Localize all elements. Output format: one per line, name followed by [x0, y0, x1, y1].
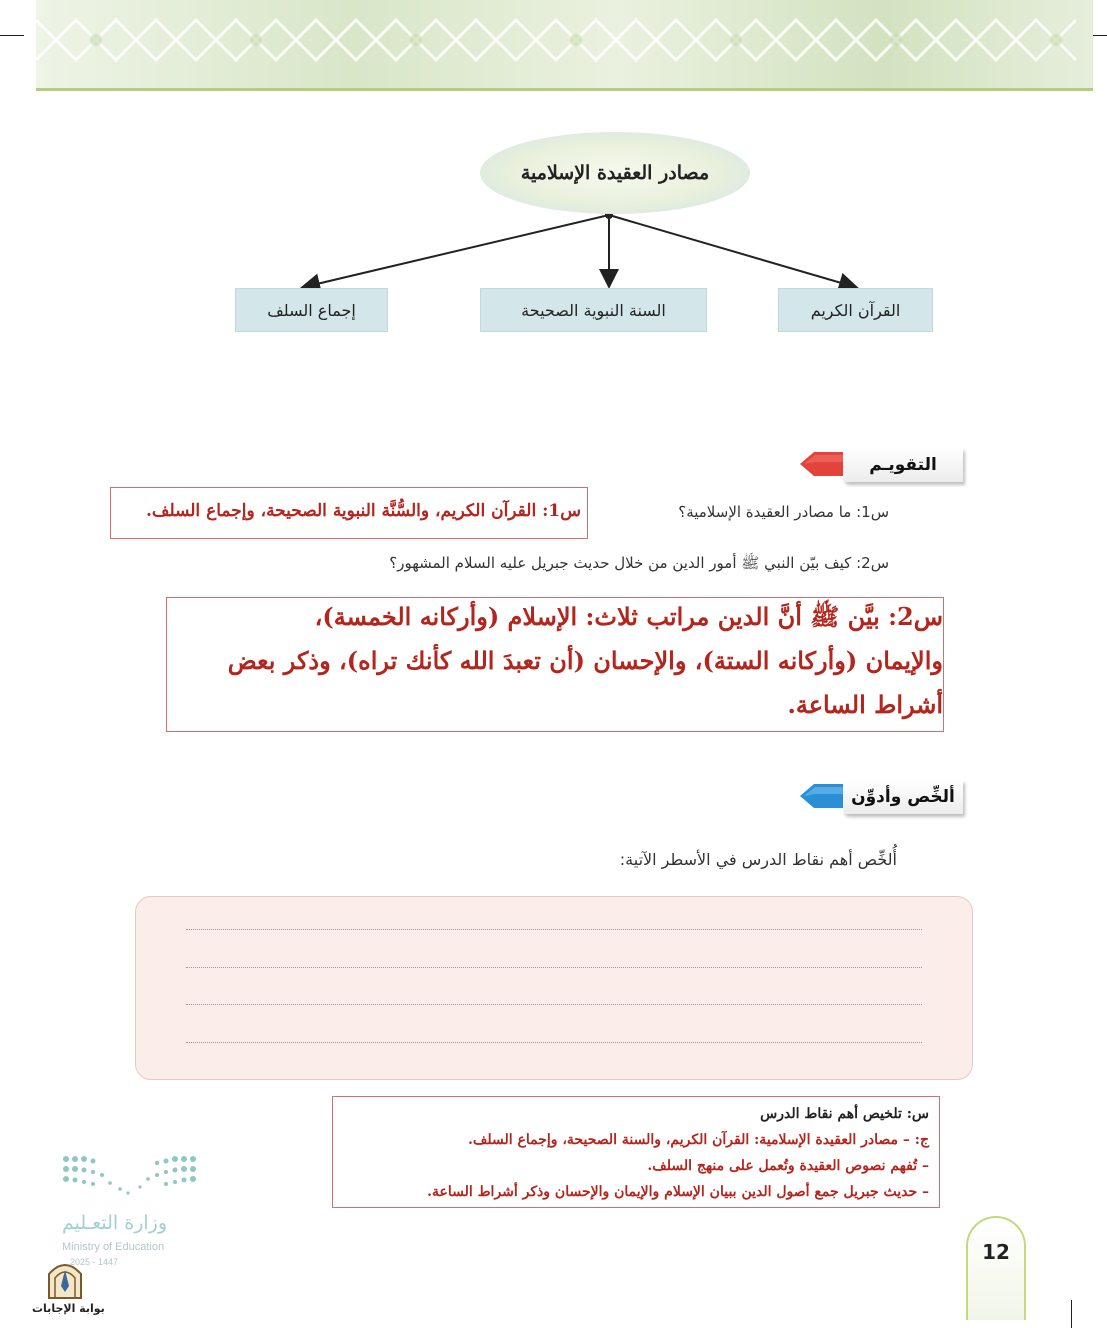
answer-2-line: والإيمان (وأركانه الستة)، والإحسان (أن تعبدَ الله كأنك تراه)، وذكر بعض	[227, 646, 943, 675]
diagram-root: مصادر العقيدة الإسلامية	[480, 132, 750, 214]
notes-line	[186, 929, 922, 930]
site-logo-text: بوابة الإجابات	[32, 1302, 105, 1315]
summarize-tab	[800, 780, 963, 816]
ministry-logo-dots	[62, 1155, 198, 1197]
summarize-tab-label: ألخِّص وأدوِّن	[843, 780, 963, 814]
notes-line	[186, 1042, 922, 1043]
answer-1-text: س1: القرآن الكريم، والسُّنَّة النبوية الصحيحة، وإجماع السلف.	[145, 501, 581, 521]
diagram-node-quran: القرآن الكريم	[778, 288, 933, 332]
crop-mark	[1071, 1300, 1072, 1328]
summary-line: ج: – مصادر العقيدة الإسلامية: القرآن الكريم، والسنة الصحيحة، وإجماع السلف.	[468, 1132, 929, 1148]
diagram-node-ijma: إجماع السلف	[235, 288, 388, 332]
evaluation-tab-label: التقويـم	[843, 448, 963, 482]
question-1: س1: ما مصادر العقيدة الإسلامية؟	[678, 503, 889, 521]
summary-line: – حديث جبريل جمع أصول الدين ببيان الإسلام والإيمان والإحسان وذكر أشراط الساعة.	[427, 1184, 929, 1200]
ministry-name-en: Ministry of Education	[62, 1241, 165, 1253]
page-number: 12	[966, 1216, 1026, 1320]
site-logo-icon	[45, 1256, 85, 1300]
summary-line: – تُفهم نصوص العقيدة وتُعمل على منهج السلف.	[647, 1158, 929, 1174]
notes-line	[186, 1004, 922, 1005]
ministry-name-ar: وزارة التعـليم	[62, 1212, 168, 1234]
notes-line	[186, 967, 922, 968]
evaluation-tab	[800, 448, 963, 484]
answer-1	[110, 487, 588, 539]
answer-2-line: أشراط الساعة.	[787, 690, 943, 719]
question-2: س2: كيف بيّن النبي ﷺ أمور الدين من خلال حديث جبريل عليه السلام المشهور؟	[389, 554, 889, 572]
summarize-prompt: أُلخِّص أهم نقاط الدرس في الأسطر الآتية:	[619, 850, 897, 869]
answer-2	[166, 597, 944, 732]
diagram-node-sunnah: السنة النبوية الصحيحة	[480, 288, 707, 332]
summary-line: س: تلخيص أهم نقاط الدرس	[760, 1106, 929, 1122]
ministry-year: 2025 - 1447	[70, 1257, 119, 1267]
answer-2-line: س2: بيَّن ﷺ أنَّ الدين مراتب ثلاث: الإسلام (وأركانه الخمسة)،	[314, 602, 943, 631]
notes-area[interactable]	[135, 896, 973, 1080]
summary-answer	[332, 1096, 940, 1208]
